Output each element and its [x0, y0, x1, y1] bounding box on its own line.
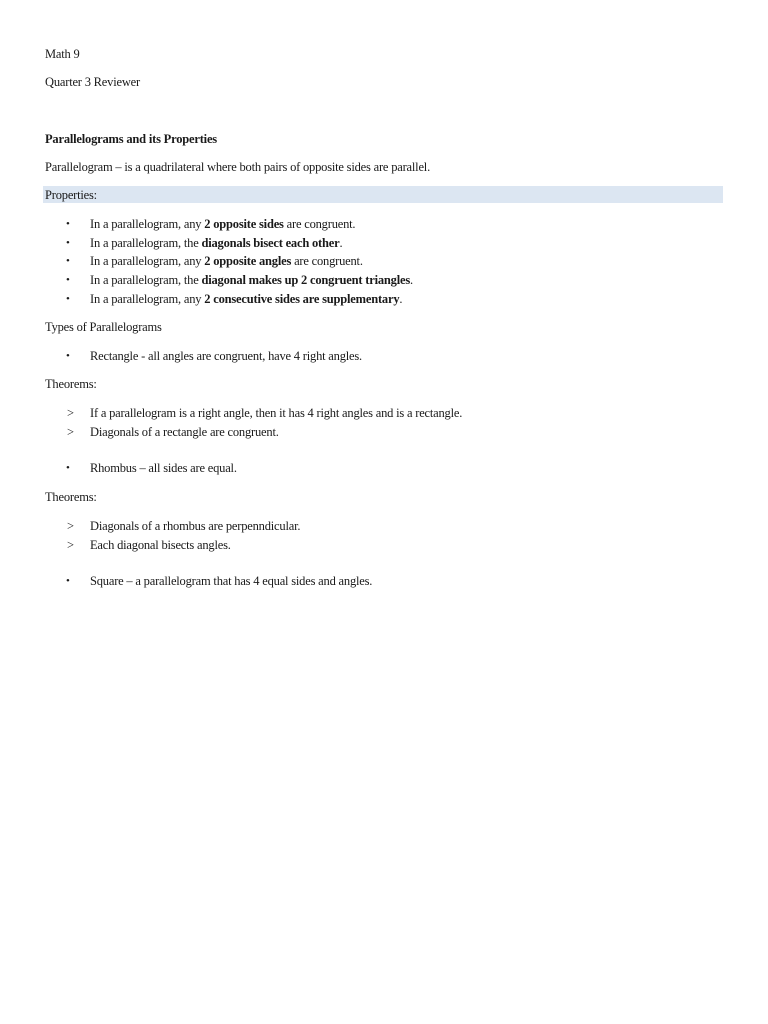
course-title: Math 9 — [45, 47, 80, 61]
square-item: Square – a parallelogram that has 4 equal sides and angles. — [90, 574, 373, 588]
bullet-icon: • — [66, 255, 70, 267]
bullet-icon: • — [66, 218, 70, 230]
bullet-icon: • — [66, 293, 70, 305]
parallelogram-definition: Parallelogram – is a quadrilateral where both pairs of opposite sides are parallel. — [45, 160, 430, 174]
property-item — [90, 235, 342, 251]
property-emphasis: 2 consecutive sides are supplementary — [204, 292, 400, 306]
theorems-label: Theorems: — [45, 490, 97, 504]
property-text: are congruent. — [283, 217, 356, 231]
property-text: . — [339, 236, 343, 250]
property-text: In a parallelogram, any — [90, 217, 205, 231]
arrow-bullet-icon: > — [67, 425, 74, 439]
property-text: . — [399, 292, 403, 306]
properties-label: Properties: — [45, 188, 97, 202]
theorem-item: If a parallelogram is a right angle, then it has 4 right angles and is a rectangle. — [90, 406, 463, 420]
bullet-icon: • — [66, 237, 70, 249]
bullet-icon: • — [66, 350, 70, 362]
bullet-icon: • — [66, 274, 70, 286]
properties-highlight — [43, 186, 723, 203]
property-emphasis: diagonals bisect each other — [201, 236, 340, 250]
property-text: In a parallelogram, any — [90, 292, 205, 306]
property-text: . — [410, 273, 413, 287]
section-heading: Parallelograms and its Properties — [45, 132, 217, 146]
property-item — [90, 253, 363, 269]
rectangle-item: Rectangle - all angles are congruent, have 4 right angles. — [90, 349, 362, 363]
property-emphasis: diagonal makes up 2 congruent triangles — [201, 273, 411, 287]
rhombus-item: Rhombus – all sides are equal. — [90, 461, 237, 475]
property-text: are congruent. — [291, 254, 363, 268]
theorem-item: Diagonals of a rhombus are perpenndicular. — [90, 519, 301, 533]
document-subtitle: Quarter 3 Reviewer — [45, 75, 140, 89]
property-item — [90, 272, 413, 288]
property-item — [90, 216, 355, 232]
property-text: In a parallelogram, the — [90, 273, 202, 287]
arrow-bullet-icon: > — [67, 519, 74, 533]
property-emphasis: 2 opposite angles — [204, 254, 292, 268]
arrow-bullet-icon: > — [67, 406, 74, 420]
theorems-label: Theorems: — [45, 377, 97, 391]
property-item — [90, 291, 402, 307]
types-label: Types of Parallelograms — [45, 320, 162, 334]
theorem-item: Each diagonal bisects angles. — [90, 538, 231, 552]
property-text: In a parallelogram, any — [90, 254, 205, 268]
property-text: In a parallelogram, the — [90, 236, 202, 250]
arrow-bullet-icon: > — [67, 538, 74, 552]
theorem-item: Diagonals of a rectangle are congruent. — [90, 425, 279, 439]
property-emphasis: 2 opposite sides — [204, 217, 284, 231]
bullet-icon: • — [66, 575, 70, 587]
bullet-icon: • — [66, 462, 70, 474]
